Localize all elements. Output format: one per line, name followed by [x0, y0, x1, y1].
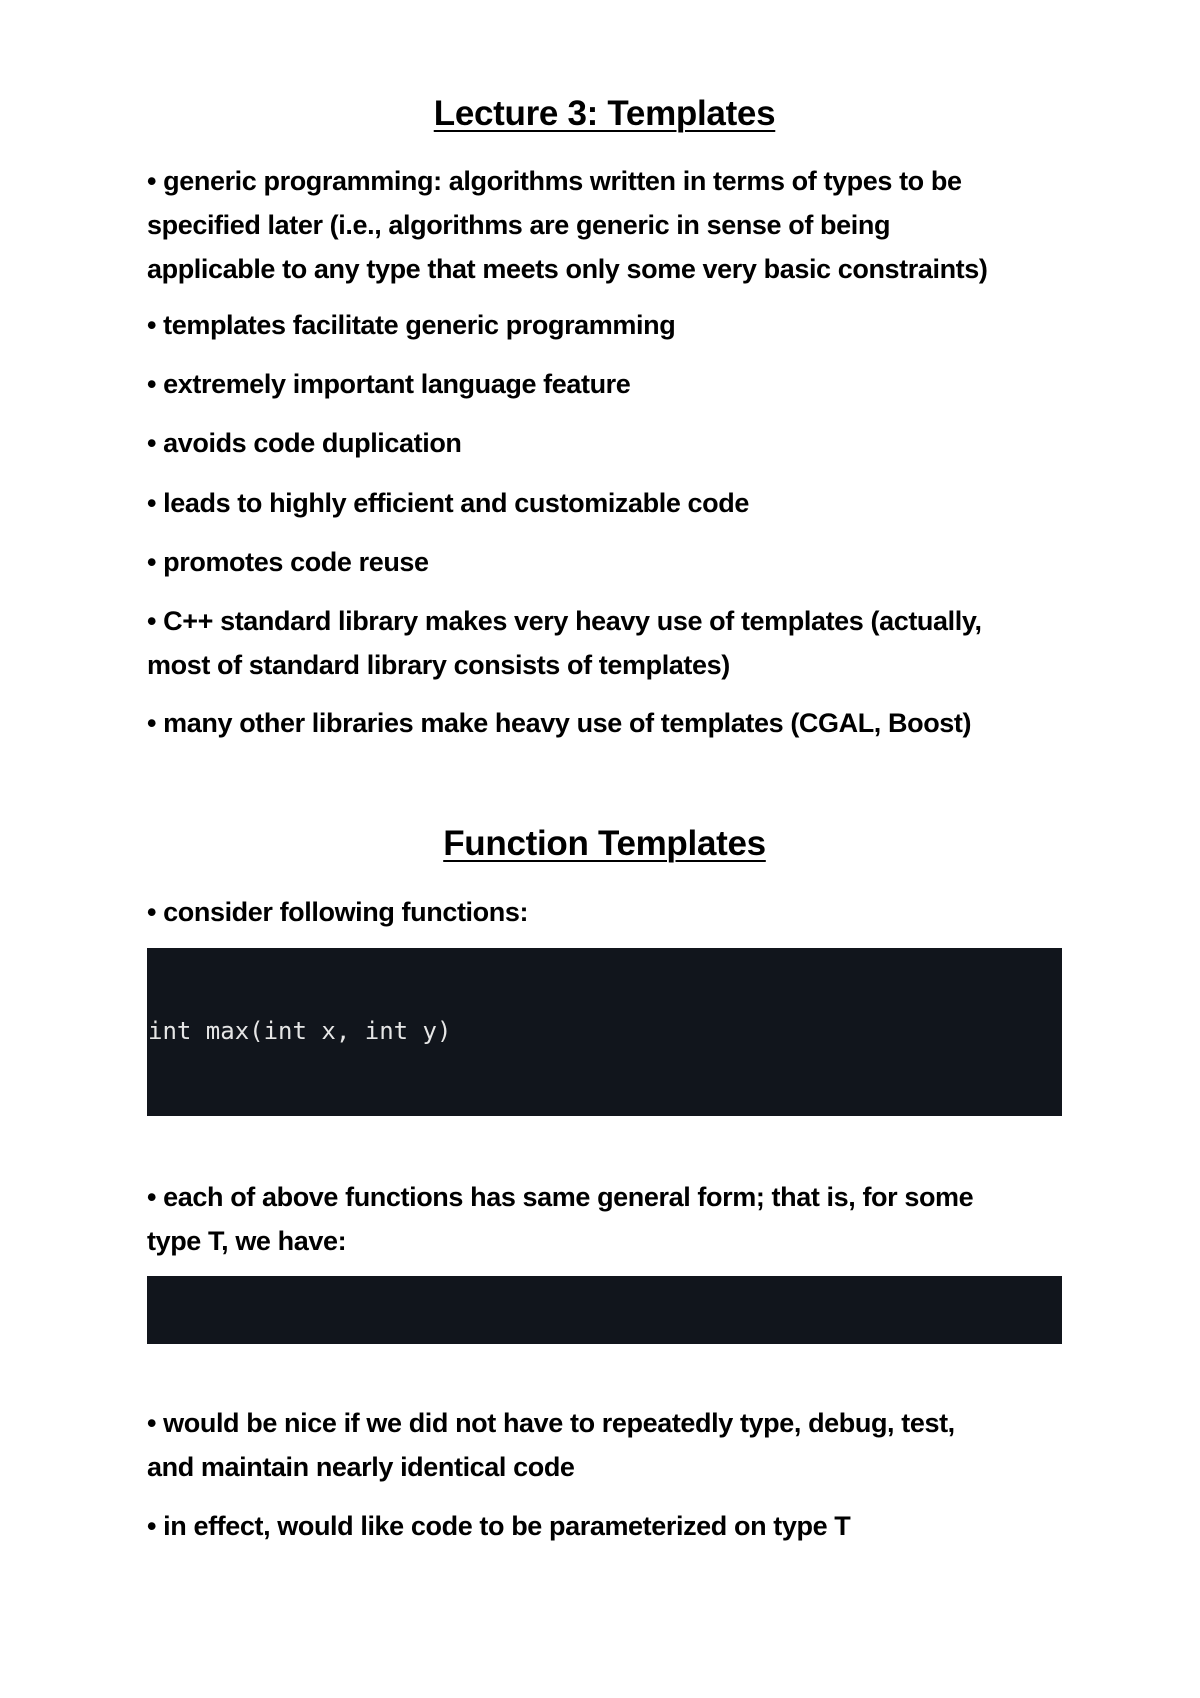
bullet-line: • would be nice if we did not have to repeatedly type, debug, test, — [147, 1408, 955, 1438]
bullet-line: type T, we have: — [147, 1226, 347, 1256]
bullet-line: • extremely important language feature — [147, 369, 631, 399]
bullet-line: • leads to highly efficient and customizable code — [147, 488, 749, 518]
bullet-line: • templates facilitate generic programming — [147, 310, 676, 340]
function-templates-title: Function Templates — [443, 824, 766, 863]
bullet-code-reuse — [147, 540, 1062, 584]
code-line — [148, 1116, 1062, 1117]
bullet-avoids-duplication — [147, 421, 1062, 465]
bullet-line: • each of above functions has same general form; that is, for some — [147, 1182, 974, 1212]
bullet-important-feature — [147, 362, 1062, 406]
bullet-standard-library — [147, 599, 1062, 687]
bullet-line: applicable to any type that meets only some very basic constraints) — [147, 254, 988, 284]
code-line — [148, 1343, 1062, 1344]
bullet-templates-facilitate — [147, 303, 1062, 347]
bullet-line: • avoids code duplication — [147, 428, 462, 458]
bullet-line: • many other libraries make heavy use of templates (CGAL, Boost) — [147, 708, 972, 738]
bullet-line: • in effect, would like code to be parameterized on type T — [147, 1511, 851, 1541]
lecture-title: Lecture 3: Templates — [433, 94, 776, 133]
bullet-line: • promotes code reuse — [147, 547, 429, 577]
bullet-line: • consider following functions: — [147, 897, 529, 927]
bullet-generic-programming — [147, 159, 1062, 291]
bullet-parameterized — [147, 1504, 1062, 1548]
code-block-generic-max — [147, 1276, 1062, 1344]
bullet-repeated-code — [147, 1401, 1062, 1489]
bullet-line: specified later (i.e., algorithms are generic in sense of being — [147, 210, 891, 240]
bullet-consider-functions — [147, 890, 1062, 934]
code-line: int max(int x, int y) — [148, 1017, 452, 1045]
bullet-other-libraries — [147, 701, 1062, 745]
bullet-efficient-code — [147, 481, 1062, 525]
bullet-line: • generic programming: algorithms written in terms of types to be — [147, 166, 962, 196]
bullet-line: most of standard library consists of templates) — [147, 650, 730, 680]
code-block-max-functions — [147, 948, 1062, 1116]
bullet-line: and maintain nearly identical code — [147, 1452, 575, 1482]
bullet-general-form — [147, 1175, 1062, 1263]
bullet-line: • C++ standard library makes very heavy use of templates (actually, — [147, 606, 982, 636]
